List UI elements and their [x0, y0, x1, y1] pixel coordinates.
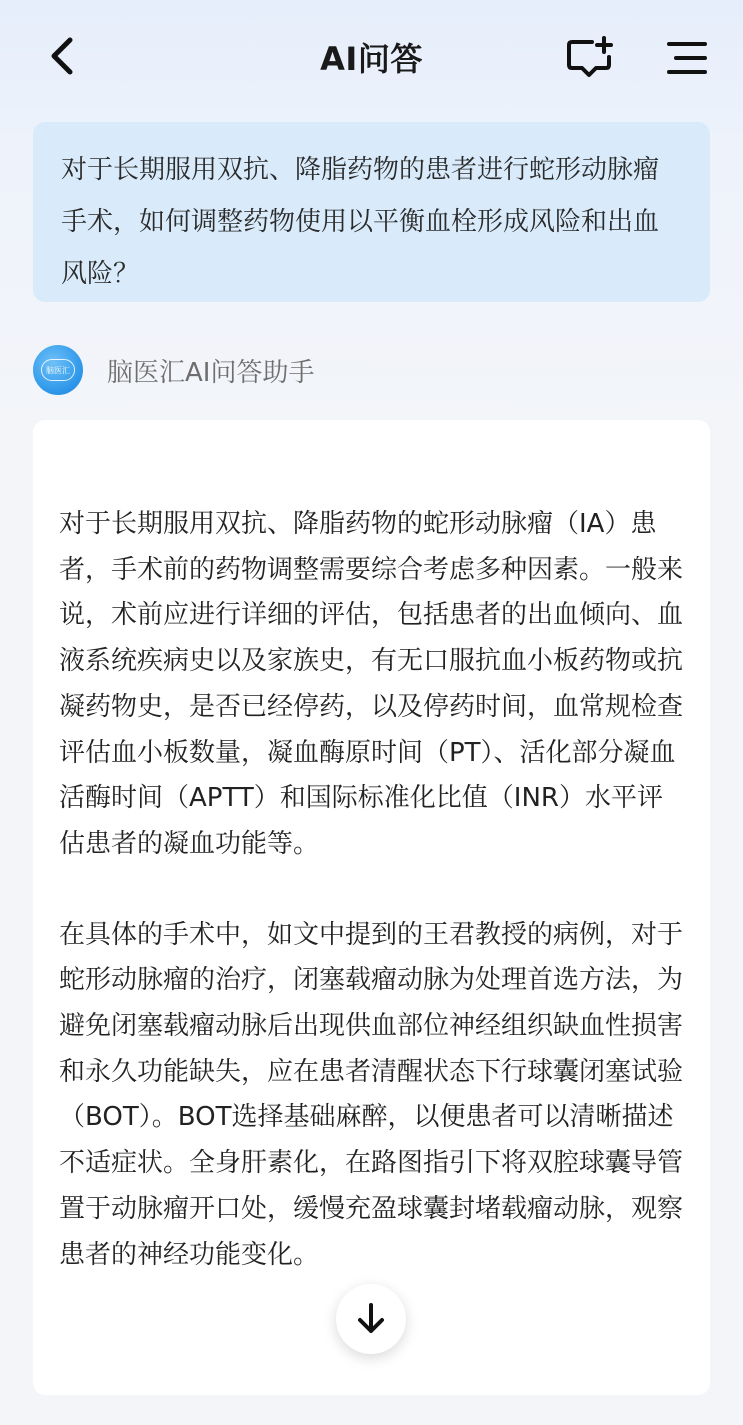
top-bar — [0, 0, 743, 110]
menu-lines-icon — [666, 40, 708, 76]
assistant-avatar — [33, 345, 83, 395]
chat-plus-icon — [565, 36, 615, 80]
avatar-logo-text: 脑医汇 — [41, 359, 75, 381]
menu-button[interactable] — [660, 32, 714, 84]
answer-paragraph: 在具体的手术中，如文中提到的王君教授的病例，对于蛇形动脉瘤的治疗，闭塞载瘤动脉为处理首选方法，为避免闭塞载瘤动脉后出现供血部位神经组织缺血性损害和永久功能缺失，应在患者清醒状态下行球囊闭塞试验（BOT）。BOT选择基础麻醉，以便患者可以清晰描述不适症状。全身肝素化，在路图指引下将双腔球囊导管置于动脉瘤开口处，缓慢充盈球囊封堵载瘤动脉，观察患者的神经功能变化。 — [59, 919, 684, 1270]
scroll-to-bottom-button[interactable] — [336, 1284, 406, 1354]
assistant-answer-card — [33, 420, 710, 1395]
page-title: AI问答 — [320, 40, 423, 78]
new-chat-button[interactable] — [560, 32, 620, 84]
user-question-text: 对于长期服用双抗、降脂药物的患者进行蛇形动脉瘤手术，如何调整药物使用以平衡血栓形成风险和出血风险？ — [61, 155, 660, 289]
arrow-down-icon — [356, 1302, 386, 1336]
assistant-header — [33, 344, 314, 396]
assistant-name: 脑医汇AI问答助手 — [107, 357, 315, 388]
answer-paragraph: 对于长期服用双抗、降脂药物的蛇形动脉瘤（IA）患者，手术前的药物调整需要综合考虑多种因素。一般来说，术前应进行详细的评估，包括患者的出血倾向、血液系统疾病史以及家族史，有无口服抗血小板药物或抗凝药物史，是否已经停药，以及停药时间，血常规检查评估血小板数量，凝血酶原时间（PT）、活化部分凝血活酶时间（APTT）和国际标准化比值（INR）水平评估患者的凝血功能等。 — [59, 509, 684, 859]
user-question-bubble — [33, 122, 710, 302]
